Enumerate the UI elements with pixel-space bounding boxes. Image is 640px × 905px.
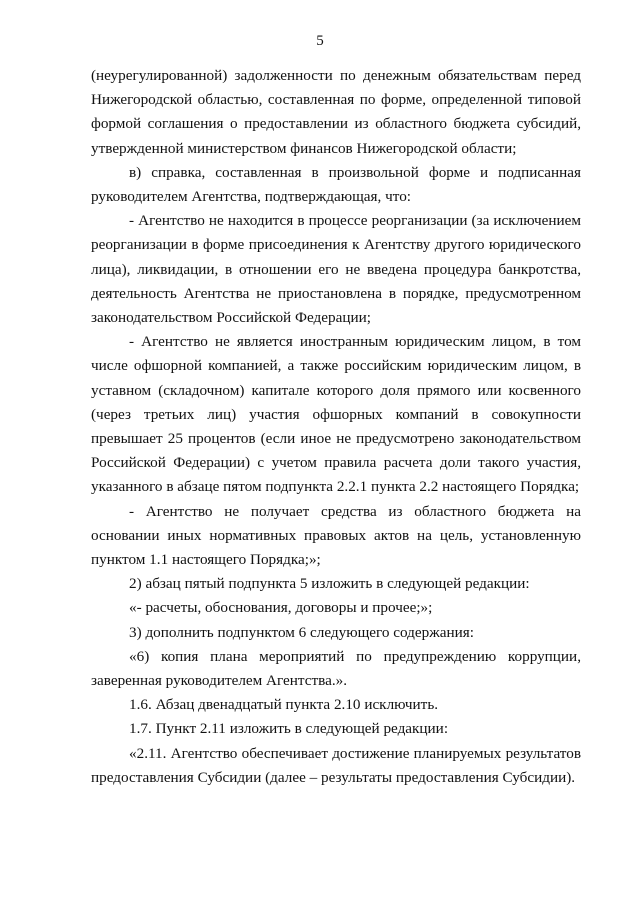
paragraph-item-v: в) справка, составленная в произвольной форме и подписанная руководителем Агентства, подтверждающая, что: (91, 163, 581, 206)
paragraph-amendment-2-text: «- расчеты, обоснования, договоры и прочее;»; (129, 599, 433, 617)
paragraph-bullet-offshore: - Агентство не является иностранным юридическим лицом, в том числе офшорной компанией, а также российским юридическим лицом, в уставном (складочном) капитале которого доля прямого или косвенного (через третьих лиц) участия офшорных компаний в совокупности превышает 25 процентов (если иное не предусмотрено законодательством Российской Федерации) с учетом правила расчета доли такого участия, указанного в абзаце пятом подпункта 2.2.1 пункта 2.2 настоящего Порядка; (91, 333, 581, 496)
document-body (91, 64, 581, 790)
paragraph-amendment-3-text: «6) копия плана мероприятий по предупреждению коррупции, заверенная руководителем Агентства.». (91, 647, 581, 690)
paragraph-section-2-11: «2.11. Агентство обеспечивает достижение планируемых результатов предоставления Субсидии (далее – результаты предоставления Субсидии). (91, 744, 581, 786)
paragraph-section-1-7: 1.7. Пункт 2.11 изложить в следующей редакции: (129, 720, 449, 738)
page-number: 5 (316, 33, 324, 49)
paragraph-section-1-6: 1.6. Абзац двенадцатый пункта 2.10 исключить. (129, 696, 439, 714)
paragraph-amendment-2: 2) абзац пятый подпункта 5 изложить в следующей редакции: (129, 575, 530, 593)
paragraph-bullet-budget: - Агентство не получает средства из областного бюджета на основании иных нормативных правовых актов на цель, установленную пунктом 1.1 настоящего Порядка;»; (91, 502, 581, 569)
paragraph-bullet-reorganization: - Агентство не находится в процессе реорганизации (за исключением реорганизации в форме присоединения к Агентству другого юридического лица), ликвидации, в отношении его не введена процедура банкротства, деятельность Агентства не приостановлена в порядке, предусмотренном законодательством Российской Федерации; (91, 212, 581, 327)
paragraph-amendment-3: 3) дополнить подпунктом 6 следующего содержания: (129, 623, 474, 641)
paragraph-continuation: (неурегулированной) задолженности по денежным обязательствам перед Нижегородской областью, составленная по форме, определенной типовой формой соглашения о предоставлении из областного бюджета субсидий, утвержденной министерством финансов Нижегородской области; (91, 67, 581, 157)
